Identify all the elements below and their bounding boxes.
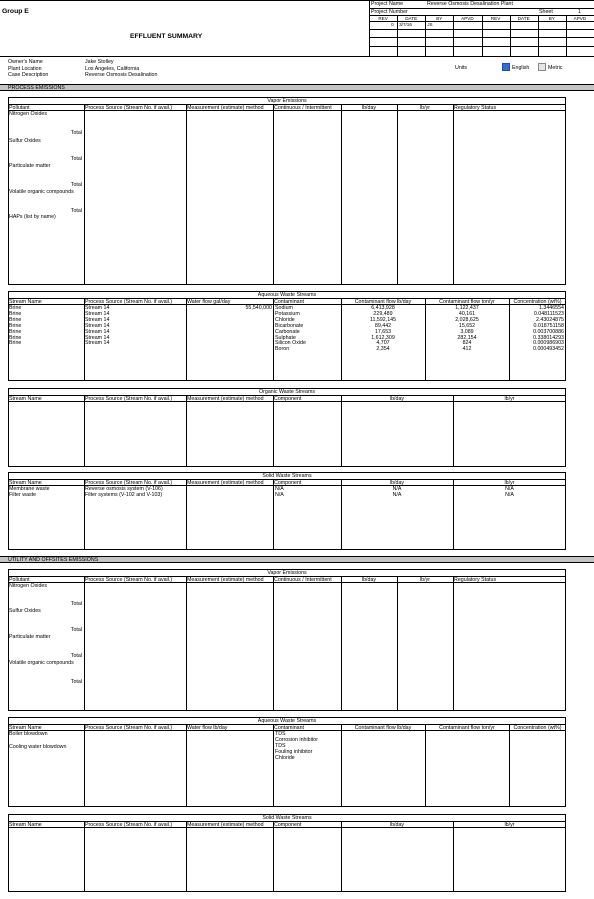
column-header: Measurement (estimate) method: [187, 577, 264, 583]
units-english-radio[interactable]: [502, 63, 510, 71]
location-label: Plant Location: [8, 66, 42, 72]
contaminant-ton-yr[interactable]: 824: [462, 340, 472, 347]
contaminant-lb-day[interactable]: 2,354: [376, 346, 390, 353]
column-header: Contaminant flow ton/yr: [439, 299, 495, 305]
rev-col-header: APVD: [461, 16, 474, 21]
pollutant-label: Sulfur Oxides: [9, 608, 41, 614]
column-header: Component: [274, 480, 302, 486]
total-label: Total: [70, 156, 82, 162]
column-line: [453, 576, 454, 711]
contaminant-ton-yr[interactable]: 2,028,625: [455, 316, 479, 323]
column-header: Process Source (Stream No. if avail.): [85, 396, 173, 402]
column-line: [273, 104, 274, 285]
column-header: Process Source (Stream No. if avail.): [85, 299, 173, 305]
contaminant[interactable]: Fouling inhibitor: [275, 749, 313, 755]
column-header: lb/yr: [419, 577, 430, 583]
process-source[interactable]: Stream 14: [85, 316, 110, 323]
project-name-value[interactable]: Reverse Osmosis Desalination Plant: [427, 1, 513, 7]
column-line: [341, 724, 342, 807]
column-line: [273, 479, 274, 550]
utility-emissions-title: UTILITY AND OFFSITES EMISSIONS: [8, 557, 99, 563]
process-emissions-band: [0, 84, 594, 91]
rev-col-header: BY: [436, 16, 443, 21]
solid-lb-day[interactable]: N/A: [392, 492, 402, 498]
total-label: Total: [70, 182, 82, 188]
pollutant-label: Nitrogen Oxides: [9, 111, 47, 117]
column-header: Water flow gal/day: [187, 299, 231, 305]
column-header: Pollutant: [9, 577, 30, 583]
rev-cell[interactable]: 3/7/16: [399, 22, 412, 27]
contaminant-lb-day[interactable]: 1,612,309: [371, 334, 395, 341]
table-title: Organic Waste Streams: [258, 389, 316, 395]
column-header: Component: [274, 822, 302, 828]
stream-name[interactable]: Brine: [9, 322, 22, 329]
contaminant-ton-yr[interactable]: 1,122,437: [455, 305, 479, 311]
component[interactable]: N/A: [275, 492, 284, 498]
process-source[interactable]: Stream 14: [85, 322, 110, 329]
column-header: Measurement (estimate) method: [187, 396, 264, 402]
stream-name[interactable]: Brine: [9, 340, 22, 347]
column-header: lb/day: [389, 396, 405, 402]
column-line: [425, 724, 426, 807]
concentration[interactable]: 0.018751158: [533, 322, 564, 329]
column-line: [84, 821, 85, 892]
column-header: lb/yr: [504, 396, 515, 402]
process-source[interactable]: Reverse osmosis system (V-106): [85, 486, 163, 492]
table-title: Solid Waste Streams: [262, 473, 312, 479]
pollutant-label: Particulate matter: [9, 163, 51, 169]
process-source[interactable]: Stream 14: [85, 334, 110, 341]
column-header: lb/yr: [504, 480, 515, 486]
column-header: Pollutant: [9, 105, 30, 111]
column-header: Process Source (Stream No. if avail.): [85, 105, 173, 111]
concentration[interactable]: 0.003700886: [533, 328, 564, 335]
process-source[interactable]: Stream 14: [85, 328, 110, 335]
column-header: Measurement (estimate) method: [187, 822, 264, 828]
group-label: Group E: [2, 8, 29, 15]
column-header: Regulatory Status: [454, 105, 497, 111]
column-header: Stream Name: [9, 725, 42, 731]
sheet-label: Sheet: [539, 9, 553, 15]
concentration[interactable]: 0.338014293: [533, 334, 564, 341]
column-line: [397, 576, 398, 711]
stream-name[interactable]: Brine: [9, 305, 22, 311]
table-title: Vapor Emissions: [267, 98, 307, 104]
column-header: lb/day: [389, 822, 405, 828]
column-header: Contaminant flow ton/yr: [439, 725, 495, 731]
solid-lb-yr[interactable]: N/A: [505, 486, 514, 492]
column-line: [509, 724, 510, 807]
concentration[interactable]: 2.43024875: [536, 316, 564, 323]
project-number-label: Project Number: [371, 9, 408, 15]
column-line: [341, 821, 342, 892]
column-line: [341, 104, 342, 285]
owner-label: Owner's Name: [8, 59, 43, 65]
column-header: Process Source (Stream No. if avail.): [85, 480, 173, 486]
rev-col-header: REV: [378, 16, 388, 21]
column-line: [273, 821, 274, 892]
concentration[interactable]: 0.000986903: [533, 340, 564, 347]
column-line: [273, 576, 274, 711]
column-header: lb/yr: [504, 822, 515, 828]
table-title: Vapor Emissions: [267, 570, 307, 576]
stream-name[interactable]: Membrane waste: [9, 486, 50, 492]
contaminant-lb-day[interactable]: 89,442: [374, 322, 392, 329]
stream-name[interactable]: Brine: [9, 328, 22, 335]
process-source[interactable]: Stream 14: [85, 305, 110, 311]
column-line: [186, 479, 187, 550]
column-header: lb/day: [389, 480, 405, 486]
column-line: [84, 395, 85, 467]
column-header: Contaminant flow lb/day: [354, 299, 412, 305]
column-header: Contaminant flow lb/day: [354, 725, 412, 731]
form-title: EFFLUENT SUMMARY: [130, 33, 203, 40]
pollutant-label: Volatile organic compounds: [9, 660, 74, 666]
column-line: [453, 104, 454, 285]
column-line: [84, 724, 85, 807]
column-header: Stream Name: [9, 480, 42, 486]
contaminant-ton-yr[interactable]: 3,089: [460, 328, 474, 335]
contaminant[interactable]: Bicarbonate: [275, 322, 304, 329]
owner-value[interactable]: Jake Stolley: [85, 59, 114, 65]
contaminant-ton-yr[interactable]: 282,154: [457, 334, 477, 341]
column-line: [341, 395, 342, 467]
column-header: Stream Name: [9, 396, 42, 402]
column-line: [186, 821, 187, 892]
column-header: lb/day: [361, 105, 377, 111]
pollutant-label: Particulate matter: [9, 634, 51, 640]
column-line: [186, 395, 187, 467]
total-label: Total: [70, 627, 82, 633]
column-header: Water flow lb/day: [187, 725, 228, 731]
column-header: Stream Name: [9, 299, 42, 305]
project-name-label: Project Name: [371, 1, 404, 7]
contaminant[interactable]: Silicon Oxide: [275, 340, 306, 347]
column-line: [397, 104, 398, 285]
case-label: Case Description: [8, 72, 49, 78]
rev-cell[interactable]: 0: [391, 22, 394, 27]
table-title: Aqueous Waste Streams: [257, 718, 317, 724]
column-header: Component: [274, 396, 302, 402]
case-value[interactable]: Reverse Osmosis Desalination: [85, 72, 158, 78]
contaminant-lb-day[interactable]: 229,489: [373, 310, 393, 317]
contaminant[interactable]: Sulphate: [275, 334, 296, 341]
column-line: [341, 576, 342, 711]
process-emissions-title: PROCESS EMISSIONS: [8, 85, 65, 91]
column-line: [453, 395, 454, 467]
contaminant[interactable]: TDS: [275, 731, 286, 737]
column-line: [273, 395, 274, 467]
concentration[interactable]: 0.000493452: [533, 346, 564, 353]
pollutant-label: Nitrogen Oxides: [9, 583, 47, 589]
column-line: [273, 724, 274, 807]
column-header: Continuous / Intermittent: [274, 577, 332, 583]
contaminant-ton-yr[interactable]: 40,161: [458, 310, 476, 317]
contaminant-ton-yr[interactable]: 412: [462, 346, 472, 353]
column-line: [453, 821, 454, 892]
water-flow[interactable]: 55,540,000: [245, 305, 272, 311]
column-header: Process Source (Stream No. if avail.): [85, 725, 173, 731]
stream-name[interactable]: Brine: [9, 334, 22, 341]
units-english-label: English: [512, 65, 530, 71]
utility-emissions-band: [0, 556, 594, 563]
contaminant[interactable]: Boron: [275, 346, 290, 353]
pollutant-label: Sulfur Oxides: [9, 138, 41, 144]
column-header: Regulatory Status: [454, 577, 497, 583]
column-header: Continuous / Intermittent: [274, 105, 332, 111]
component[interactable]: N/A: [275, 486, 284, 492]
solid-lb-day[interactable]: N/A: [392, 486, 402, 492]
contaminant[interactable]: Potassium: [275, 310, 300, 317]
process-source[interactable]: Stream 14: [85, 340, 110, 347]
stream-name[interactable]: Brine: [9, 316, 22, 323]
stream-name[interactable]: Cooling water blowdown: [9, 744, 67, 750]
contaminant[interactable]: TDS: [275, 743, 286, 749]
units-metric-label: Metric: [548, 65, 563, 71]
column-line: [84, 104, 85, 285]
total-label: Total: [70, 130, 82, 136]
column-header: Concentration (wt%): [513, 725, 562, 731]
column-header: Measurement (estimate) method: [187, 105, 264, 111]
concentration[interactable]: 1.3446554: [538, 305, 564, 311]
stream-name[interactable]: Boiler blowdown: [9, 731, 48, 737]
rev-col-header: APVD: [573, 16, 587, 21]
column-line: [186, 724, 187, 807]
stream-name[interactable]: Brine: [9, 310, 22, 317]
table-title: Aqueous Waste Streams: [257, 292, 317, 298]
total-label: Total: [70, 208, 82, 214]
pollutant-label: HAPs (list by name): [9, 214, 56, 220]
rev-col-header: DATE: [517, 16, 530, 21]
contaminant-lb-day[interactable]: 4,707: [376, 340, 390, 347]
stream-name[interactable]: Filter waste: [9, 492, 37, 498]
contaminant[interactable]: Sodium: [275, 305, 293, 311]
contaminant[interactable]: Corrosion inhibitor: [275, 737, 318, 743]
column-header: Measurement (estimate) method: [187, 480, 264, 486]
contaminant-lb-day[interactable]: 17,653: [374, 328, 392, 335]
process-source[interactable]: Stream 14: [85, 310, 110, 317]
column-header: Process Source (Stream No. if avail.): [85, 577, 173, 583]
column-header: Contaminant: [274, 299, 305, 305]
contaminant-ton-yr[interactable]: 15,652: [458, 322, 476, 329]
concentration[interactable]: 0.048111523: [533, 310, 564, 317]
contaminant-lb-day[interactable]: 6,413,928: [371, 305, 395, 311]
pollutant-label: Volatile organic compounds: [9, 189, 74, 195]
column-header: lb/day: [361, 577, 377, 583]
table-frame: [8, 569, 566, 711]
column-line: [273, 298, 274, 381]
column-header: lb/yr: [419, 105, 430, 111]
column-line: [186, 104, 187, 285]
contaminant[interactable]: Carbonate: [275, 328, 300, 335]
column-line: [84, 576, 85, 711]
rev-cell[interactable]: JS: [427, 22, 433, 27]
rev-col-header: BY: [548, 16, 555, 21]
process-source[interactable]: Filter systems (V-102 and V-103): [85, 492, 163, 498]
rev-col-header: DATE: [405, 16, 418, 21]
column-header: Stream Name: [9, 822, 42, 828]
sheet-number[interactable]: 1: [578, 9, 581, 15]
contaminant[interactable]: Chloride: [275, 755, 295, 761]
contaminant-lb-day[interactable]: 11,592,145: [369, 316, 397, 323]
total-label: Total: [70, 653, 82, 659]
column-line: [186, 576, 187, 711]
solid-lb-yr[interactable]: N/A: [505, 492, 514, 498]
units-label: Units: [455, 65, 468, 71]
table-title: Solid Waste Streams: [262, 815, 312, 821]
total-label: Total: [70, 679, 82, 685]
total-label: Total: [70, 601, 82, 607]
rev-col-header: REV: [490, 16, 501, 21]
location-value[interactable]: Los Angeles, California: [85, 66, 140, 72]
table-frame: [8, 97, 566, 285]
units-metric-radio[interactable]: [538, 63, 546, 71]
column-header: Process Source (Stream No. if avail.): [85, 822, 173, 828]
contaminant[interactable]: Chloride: [275, 316, 295, 323]
column-header: Contaminant: [274, 725, 305, 731]
column-header: Concentration (wt%): [513, 299, 562, 305]
